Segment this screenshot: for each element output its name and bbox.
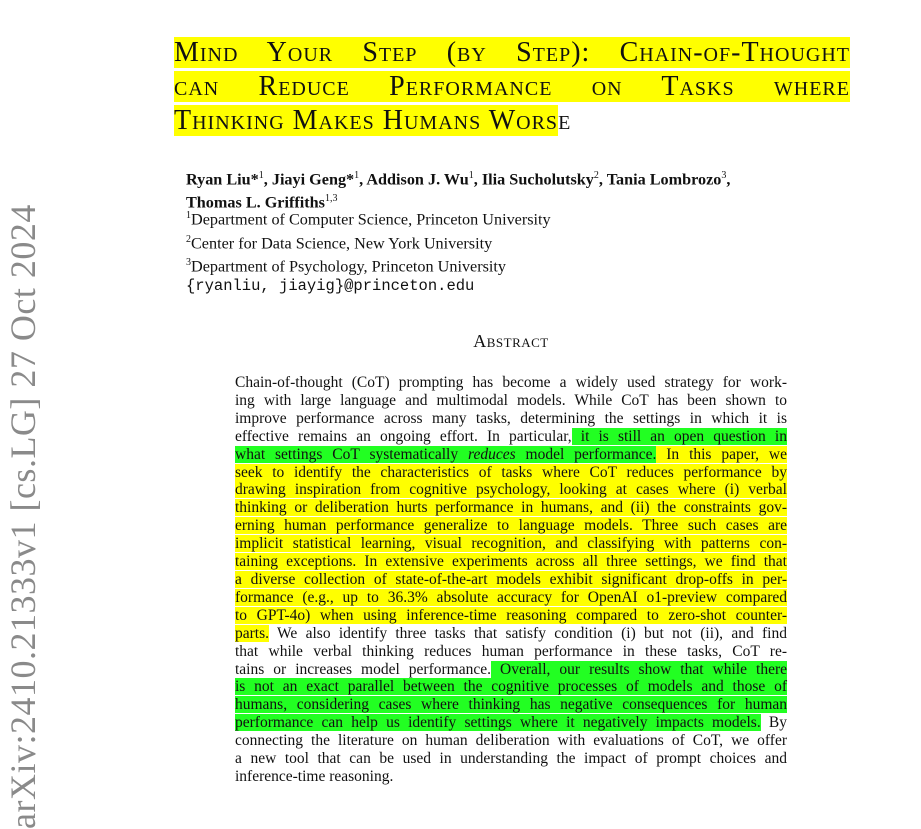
title-line-3: Thinking Makes Humans Worse: [174, 105, 572, 136]
yellow-highlight: In this paper, we: [656, 445, 787, 463]
green-highlight: what settings CoT systematically reduces model performance.: [235, 445, 657, 463]
abstract-line: [235, 517, 787, 535]
author-line-2: Thomas L. Griffiths$^{1,3}$: [186, 193, 338, 212]
green-highlight: it is still an open question in: [571, 427, 787, 445]
yellow-highlight: parts.: [235, 624, 270, 642]
abstract-line: [235, 464, 787, 482]
yellow-highlight: seek to identify the characteristics of tasks where CoT reduces performance by: [235, 463, 787, 481]
yellow-highlight: to GPT-4o) when using inference-time reasoning compared to zero-shot counter-: [235, 606, 787, 624]
yellow-highlight: erning human performance generalize to language models. Three such cases are: [235, 517, 787, 535]
abstract-line: [235, 553, 787, 571]
affiliation-1: $^1$Department of Computer Science, Princeton University: [186, 210, 551, 229]
arxiv-identifier-stamp: arXiv:2410.21333v1 [cs.LG] 27 Oct 2024: [3, 204, 43, 829]
yellow-highlight: thinking or deliberation hurts performance in humans, and (ii) the constraints gov-: [235, 499, 787, 517]
abstract-body: [235, 374, 787, 786]
yellow-highlight: formance (e.g., up to 36.3% absolute accuracy for OpenAI o1-preview compared: [235, 588, 787, 606]
abstract-line: [235, 499, 787, 517]
title-line-2: can Reduce Performance on Tasks where: [174, 71, 850, 102]
abstract-line: [235, 571, 787, 589]
green-highlight: humans, considering cases where thinking has negative consequences for human: [235, 696, 787, 714]
affiliations: [186, 206, 786, 296]
paper-title: [174, 36, 850, 138]
abstract-line: effective remains an ongoing effort. In particular, it is still an open question in: [235, 427, 787, 445]
abstract-line: [235, 589, 787, 607]
author-line-1: Ryan Liu*$^1$, Jiayi Geng*$^1$, Addison J. Wu$^1$, Ilia Sucholutsky$^2$, Tania Lombrozo$^3$,: [186, 170, 731, 189]
abstract-line: [235, 678, 787, 696]
affiliation-2: $^2$Center for Data Science, New York University: [186, 233, 493, 252]
affiliation-3: $^3$Department of Psychology, Princeton University: [186, 257, 506, 276]
abstract-line: a new tool that can be used in understanding the impact of prompt choices and: [235, 750, 787, 768]
abstract-line: connecting the literature on human deliberation with evaluations of CoT, we offer: [235, 732, 787, 750]
abstract-line: [235, 607, 787, 625]
author-email: {ryanliu, jiayig}@princeton.edu: [186, 276, 475, 295]
yellow-highlight: a diverse collection of state-of-the-art models exhibit significant drop-offs in per-: [235, 570, 787, 588]
abstract-line: improve performance across many tasks, determining the settings in which it is: [235, 409, 787, 427]
abstract-line: [235, 446, 787, 464]
yellow-highlight: implicit statistical learning, visual recognition, and classifying with patterns con-: [235, 535, 787, 553]
green-highlight: performance can help us identify settings where it negatively impacts models.: [235, 714, 761, 732]
abstract-line: ing with large language and multimodal models. While CoT has been shown to: [235, 391, 787, 409]
yellow-highlight: drawing inspiration from cognitive psychology, looking at cases where (i) verbal: [235, 481, 787, 499]
abstract-line: [235, 481, 787, 499]
abstract-line: performance can help us identify settings where it negatively impacts models. By: [235, 714, 787, 732]
abstract-heading: Abstract: [473, 331, 549, 351]
title-line-1: Mind Your Step (by Step): Chain-of-Thought: [174, 37, 850, 68]
abstract-line: parts. We also identify three tasks that satisfy condition (i) but not (ii), and find: [235, 624, 787, 642]
abstract-line: [235, 696, 787, 714]
abstract-line: Chain-of-thought (CoT) prompting has become a widely used strategy for work-: [235, 374, 787, 391]
abstract-line: that while verbal thinking reduces human performance in these tasks, CoT re-: [235, 642, 787, 660]
yellow-highlight: taining exceptions. In extensive experiments across all three settings, we find that: [235, 553, 787, 571]
abstract-line: inference-time reasoning.: [235, 767, 394, 785]
green-highlight: Overall, our results show that while there: [491, 660, 787, 678]
abstract-line: [235, 535, 787, 553]
green-highlight: is not an exact parallel between the cognitive processes of models and those of: [235, 678, 787, 696]
abstract-line: tains or increases model performance. Overall, our results show that while there: [235, 660, 787, 678]
